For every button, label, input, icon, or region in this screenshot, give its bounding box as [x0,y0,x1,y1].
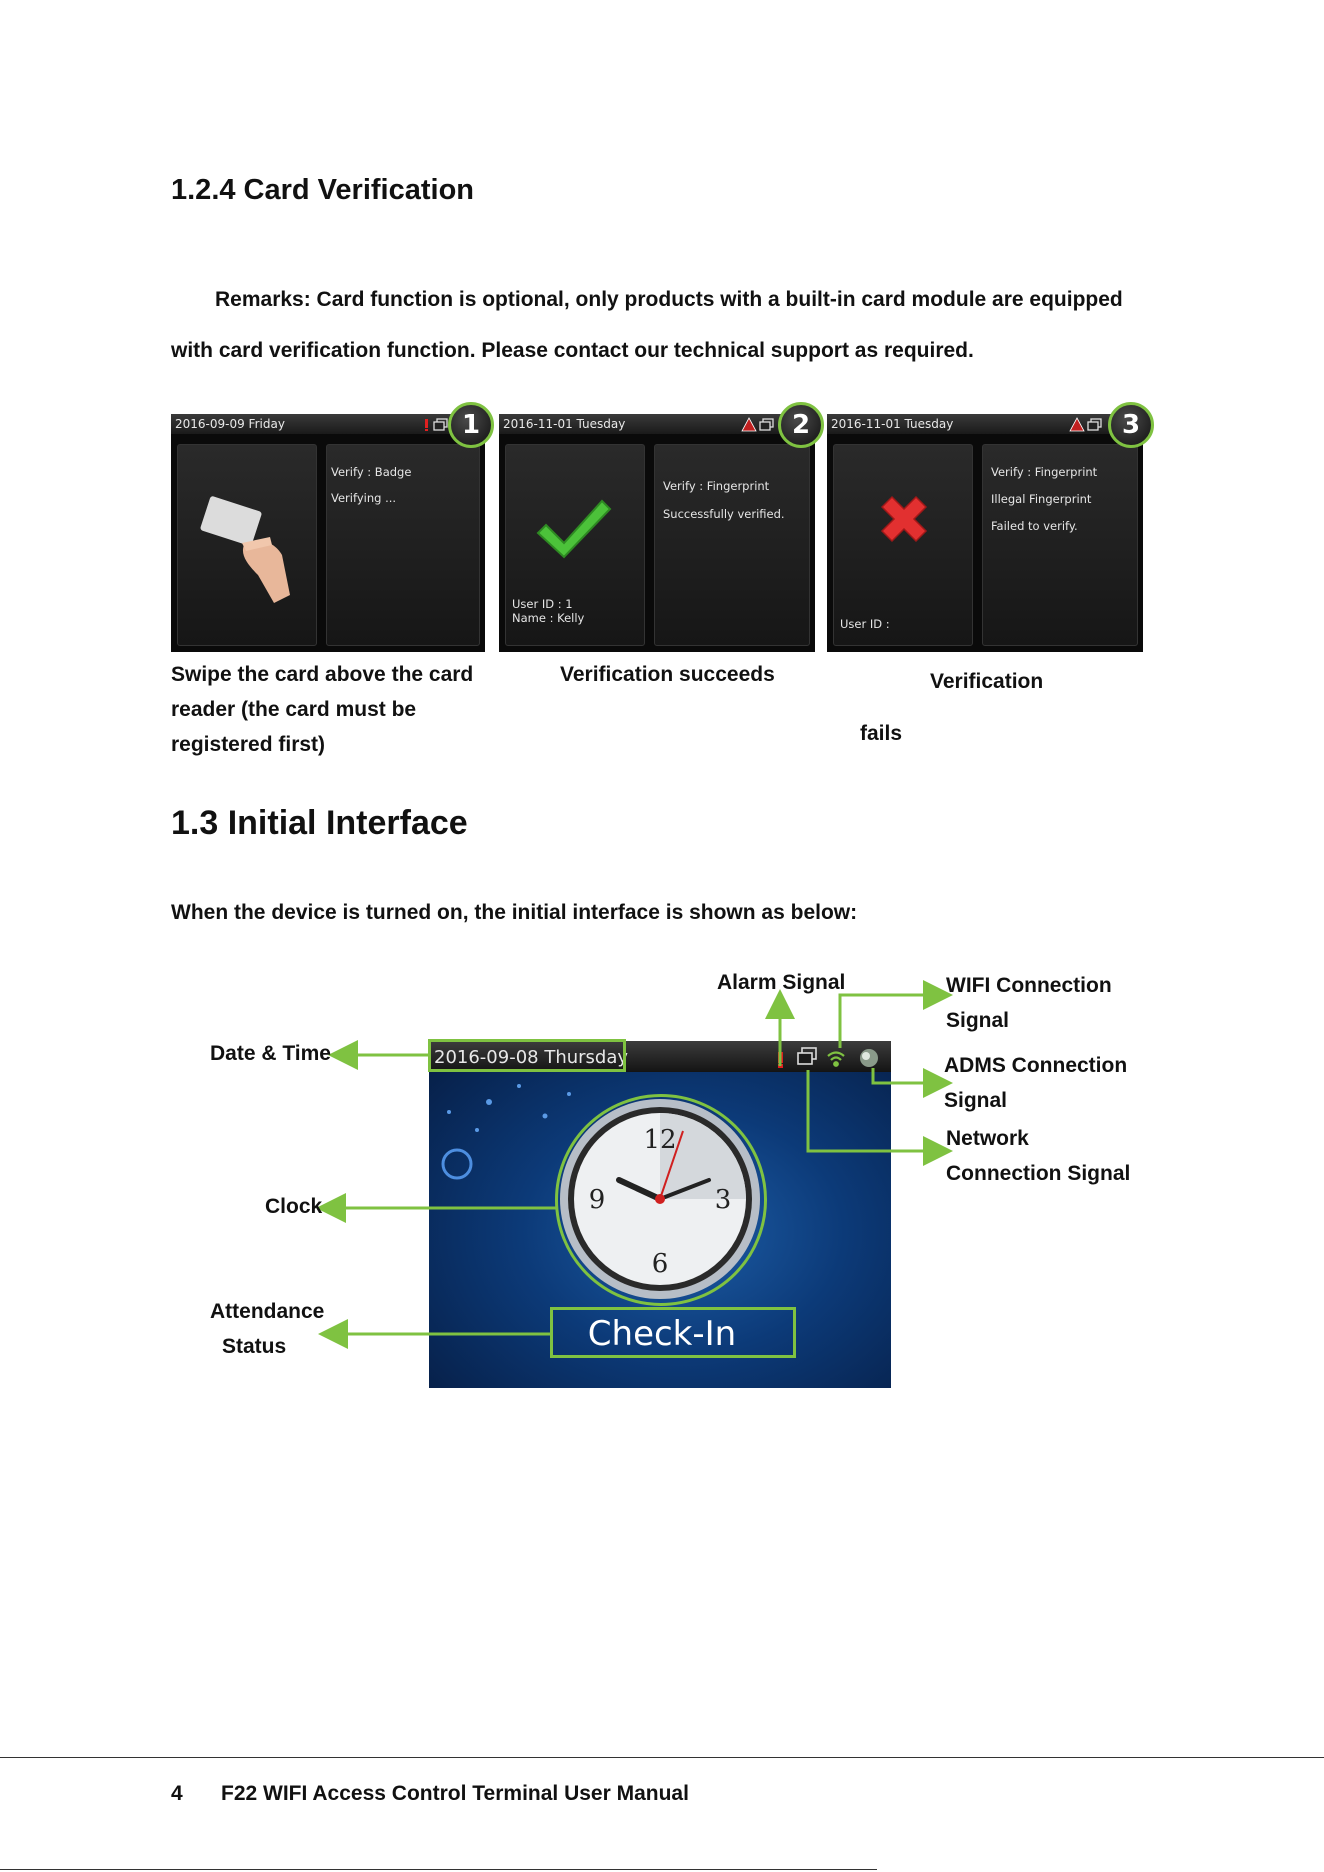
label-network-line-2: Connection Signal [946,1162,1131,1185]
caption-line: reader (the card must be [171,698,417,721]
clock-numeral-6: 6 [651,1249,669,1279]
verify-line: Illegal Fingerprint [991,492,1092,506]
date-time-display: 2016-09-08 Thursday [434,1047,629,1068]
label-attendance-line-2: Status [222,1335,287,1358]
verify-line: Verify : Badge [331,465,412,479]
verify-line: Verify : Fingerprint [991,465,1098,479]
attendance-status-display: Check-In [587,1314,737,1354]
screen-date: 2016-09-09 Friday [175,417,285,431]
footer-rule [0,1757,1324,1758]
page-number: 4 [171,1782,183,1805]
callout-badge-2: 2 [778,402,824,448]
screen-date: 2016-11-01 Tuesday [831,417,954,431]
verify-line: Verify : Fingerprint [663,479,770,493]
label-network-line-1: Network [946,1127,1029,1150]
callout-badge-3: 3 [1108,402,1154,448]
label-date-time: Date & Time [210,1042,331,1065]
caption-line: registered first) [171,733,326,756]
user-id: User ID : 1 [512,597,573,611]
verify-line: Successfully verified. [663,507,785,521]
section-heading-initial-interface: 1.3 Initial Interface [171,804,468,842]
user-id: User ID : [840,617,890,631]
clock-numeral-9: 9 [588,1185,606,1215]
label-clock: Clock [265,1195,323,1218]
user-name: Name : Kelly [512,611,585,625]
clock-numeral-12: 12 [643,1125,677,1155]
footer-title: F22 WIFI Access Control Terminal User Manual [221,1782,689,1805]
label-wifi-line-1: WIFI Connection [946,974,1112,997]
label-alarm-signal: Alarm Signal [717,971,846,994]
callout-badge-1: 1 [448,402,494,448]
caption-line: Swipe the card above the card [171,663,474,686]
label-adms-line-1: ADMS Connection [944,1054,1128,1077]
clock-numeral-3: 3 [714,1185,732,1215]
verify-line: Failed to verify. [991,519,1078,533]
remarks-line-1: Remarks: Card function is optional, only products with a built-in card module are equipped [215,288,1123,311]
screen-date: 2016-11-01 Tuesday [503,417,626,431]
label-wifi-line-2: Signal [946,1009,1010,1032]
caption-fail-line-2: fails [860,722,903,745]
intro-text: When the device is turned on, the initial interface is shown as below: [171,901,858,924]
bottom-rule [0,1869,877,1870]
section-heading-card-verification: 1.2.4 Card Verification [171,174,475,206]
caption-success: Verification succeeds [560,663,775,686]
remarks-line-2: with card verification function. Please contact our technical support as required. [171,339,974,362]
caption-fail-line-1: Verification [930,670,1044,693]
label-attendance-line-1: Attendance [210,1300,325,1323]
label-adms-line-2: Signal [944,1089,1008,1112]
verify-line: Verifying ... [331,491,397,505]
